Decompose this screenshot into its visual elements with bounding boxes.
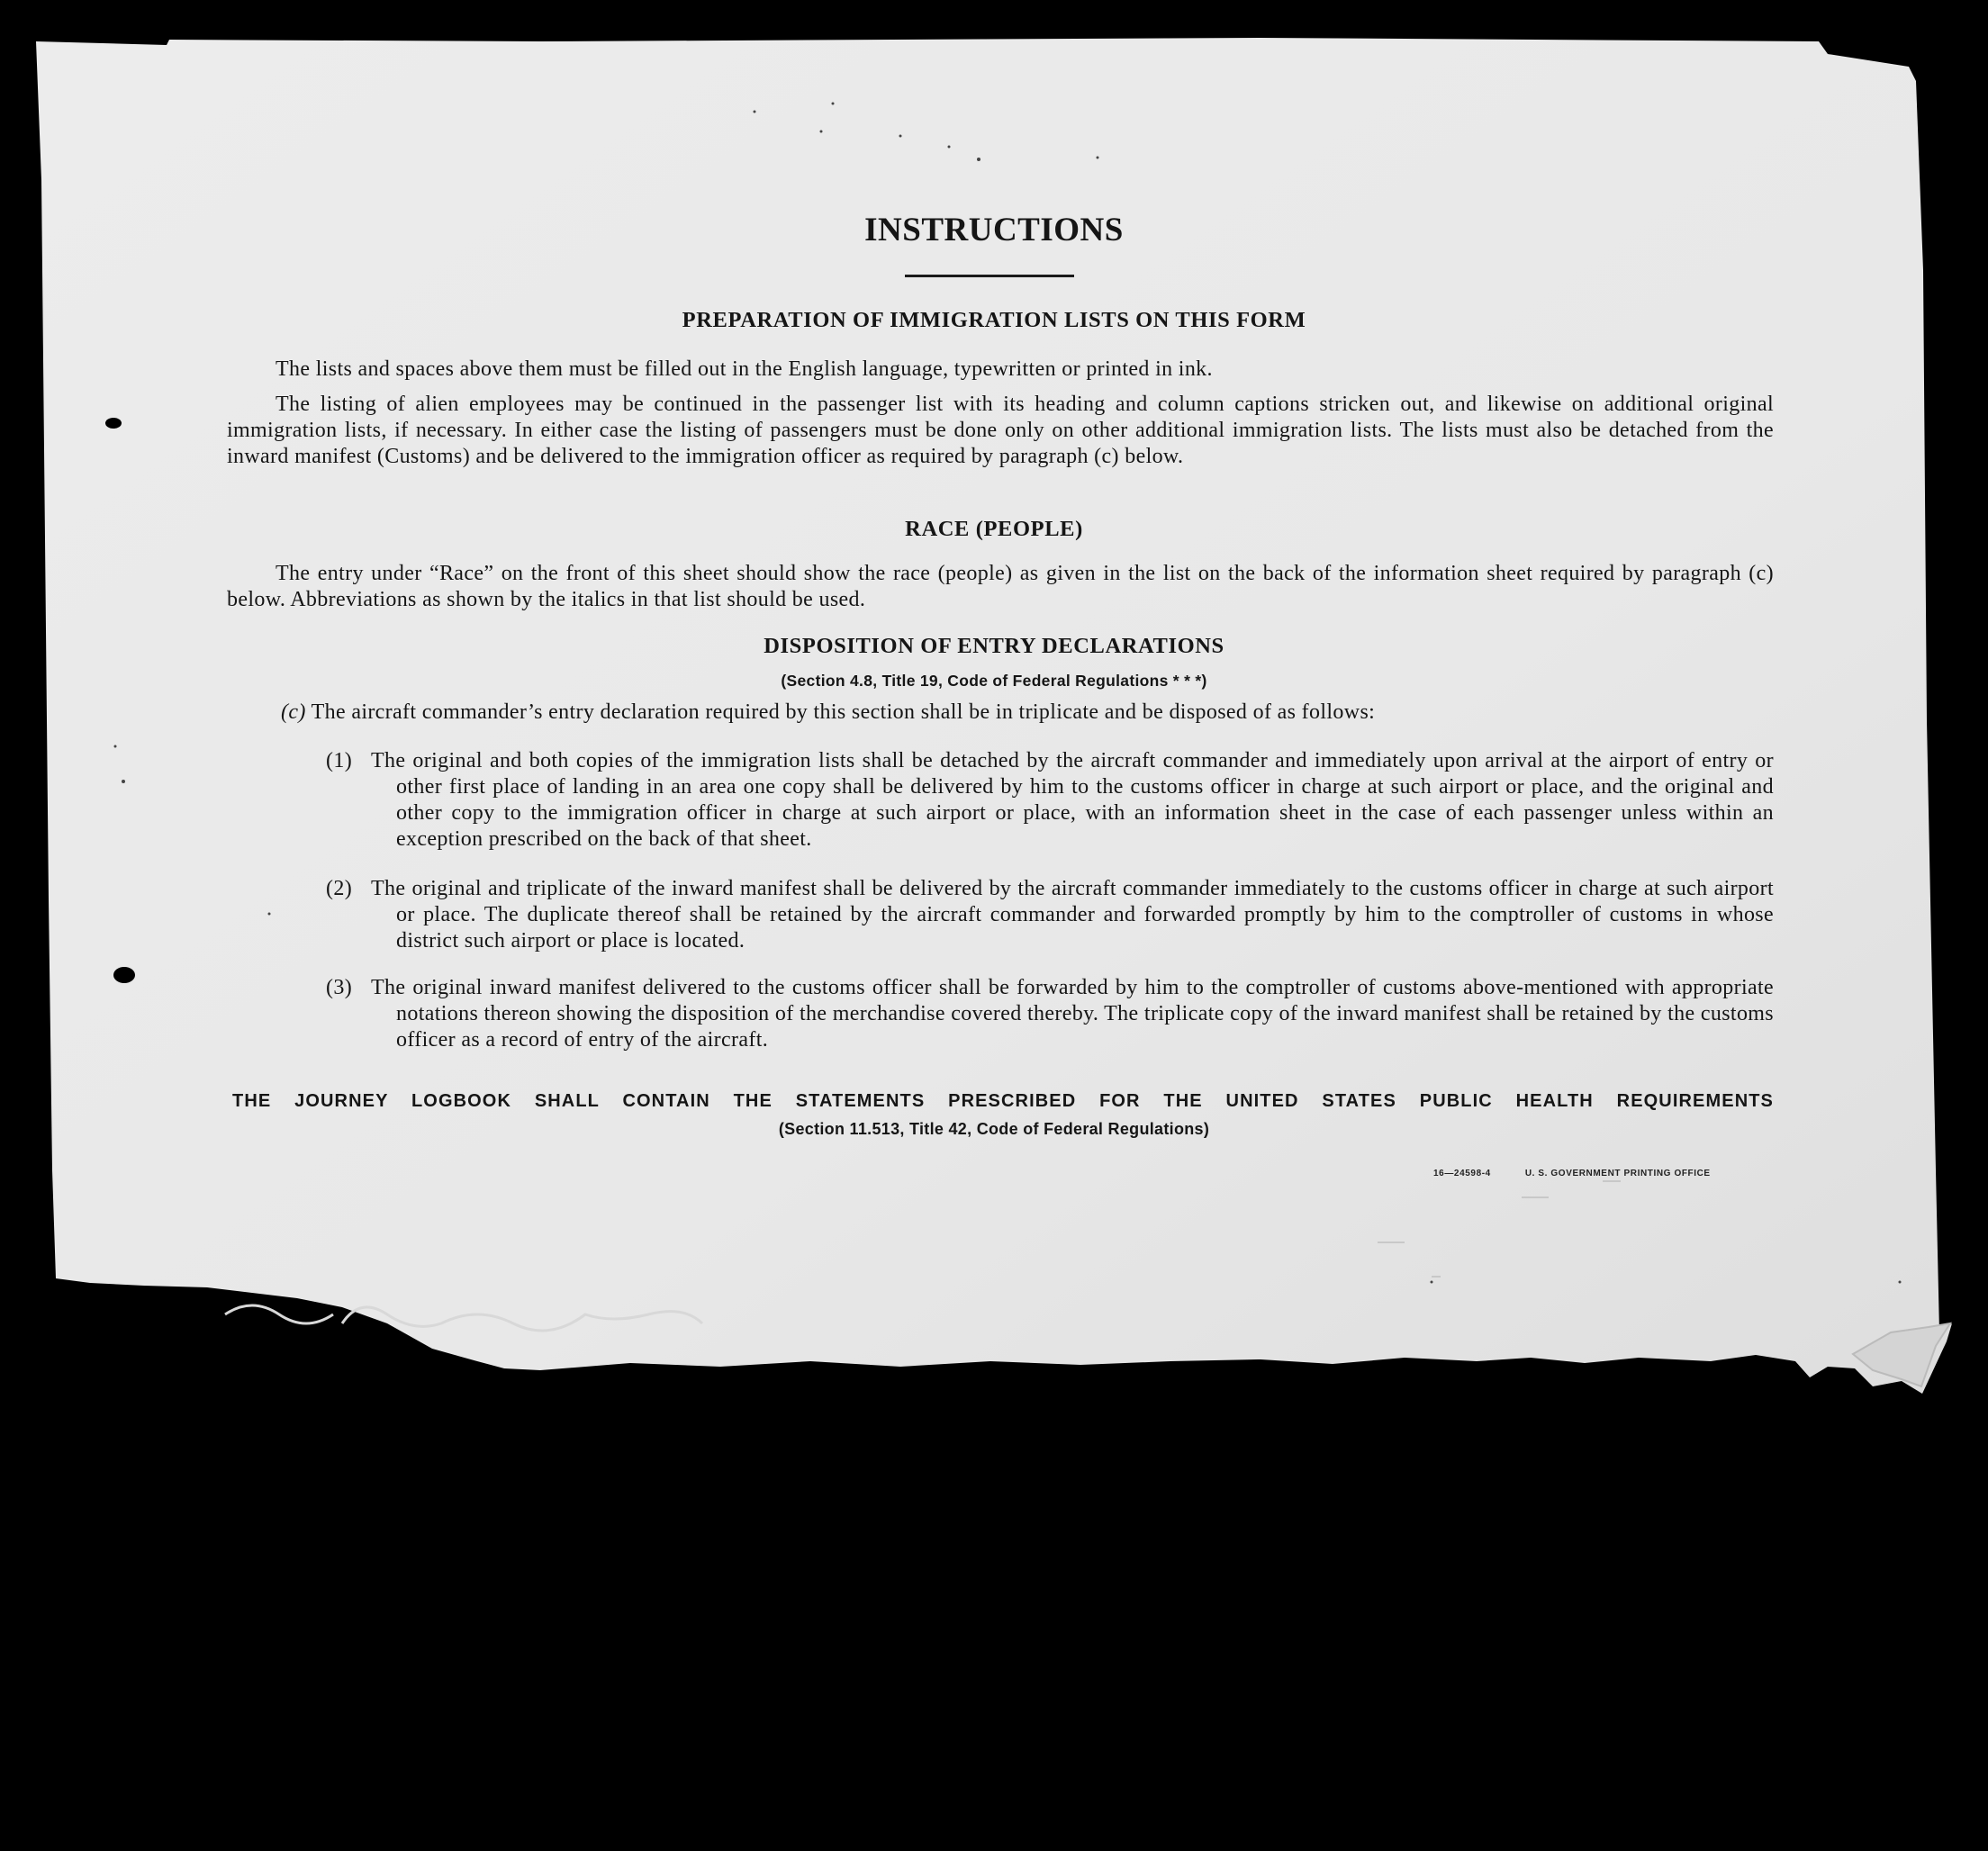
race-paragraph: The entry under “Race” on the front of this sheet should show the race (people) as given in the list on the back of the information sheet required by paragraph (c) below. Abbreviations as shown by the italics in that list should be used. [227,562,1774,611]
item-text: The original inward manifest delivered to the customs officer shall be forwarded by him to the comptroller of customs above-mentioned with appropriate notations thereon showing the disposition of the merchandise covered thereby. The triplicate copy of the inward manifest shall be retained by the customs officer as a record of entry of the aircraft. [371,976,1774,1052]
title-underline [905,275,1074,277]
item-number: (3) [326,976,353,999]
preparation-paragraph-1: The lists and spaces above them must be filled out in the English language, typewritten or printed in ink. [276,357,1213,381]
form-number: 16—24598-4 [1433,1169,1491,1178]
printer-name: U. S. GOVERNMENT PRINTING OFFICE [1524,1169,1711,1178]
preparation-paragraph-2: The listing of alien employees may be continued in the passenger list with its heading and column captions stricken out, and likewise on additional original immigration lists, if necessary. In either case the listing of passengers must be done only on other additional immigration lists. The lists must also be detached from the inward manifest (Customs) and be delivered to the immigration officer as required by paragraph (c) below. [227,393,1774,468]
item-number: (1) [326,749,353,772]
printer-imprint [1433,1169,1711,1178]
disposition-item-3 [326,975,1774,1053]
journey-logbook-statement: THE JOURNEY LOGBOOK SHALL CONTAIN THE STATEMENTS PRESCRIBED FOR THE UNITED STATES PUBLIC HEALTH REQUIREMENTS [232,1091,1774,1111]
disposition-item-1 [326,748,1774,853]
disposition-citation: (Section 4.8, Title 19, Code of Federal Regulations * * *) [781,672,1207,690]
journey-citation: (Section 11.513, Title 42, Code of Federal Regulations) [778,1120,1210,1138]
page-title: INSTRUCTIONS [864,212,1124,248]
item-text: The original and triplicate of the inward manifest shall be delivered by the aircraft commander immediately to the customs officer in charge at such airport or place. The duplicate thereof shall be retained by the aircraft commander and forwarded promptly by him to the comptroller of customs in whose district such airport or place is located. [371,877,1774,953]
disposition-heading: DISPOSITION OF ENTRY DECLARATIONS [764,634,1224,658]
disposition-item-2 [326,876,1774,954]
paragraph-c-marker: (c) [281,700,306,724]
item-text: The original and both copies of the immigration lists shall be detached by the aircraft commander and immediately upon arrival at the airport of entry or other first place of landing in an area one copy shall be delivered by him to the customs officer in charge at such airport or place, and the original and other copy to the immigration officer in charge at such airport or place, with an information sheet in the case of each passenger unless within an exception prescribed on the back of that sheet. [371,749,1774,851]
item-number: (2) [326,877,353,900]
disposition-intro: (c) The aircraft commander’s entry declaration required by this section shall be in triplicate and be disposed of as follows: [281,700,1376,724]
race-heading: RACE (PEOPLE) [905,517,1083,541]
preparation-heading: PREPARATION OF IMMIGRATION LISTS ON THIS FORM [682,308,1306,332]
